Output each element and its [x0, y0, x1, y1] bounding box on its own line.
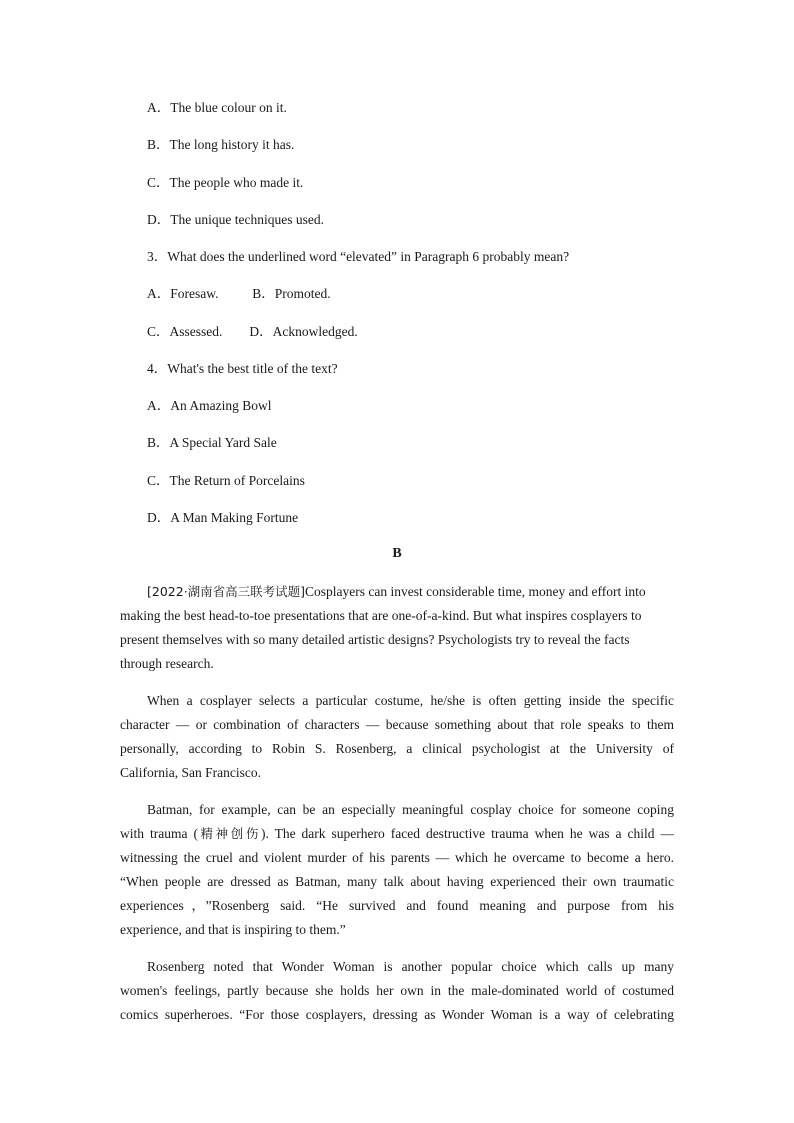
option-q2-b	[147, 136, 294, 154]
line: character — or combination of characters — because something about that role speaks to them	[120, 717, 674, 732]
passage-paragraph-4	[120, 955, 674, 1027]
option-text: The long history it has.	[169, 137, 295, 152]
question-4-option-b: B．A Special Yard Sale	[147, 435, 277, 450]
option-q2-d	[147, 211, 324, 229]
line-text: Cosplayers can invest considerable time, money and effort into	[305, 584, 646, 599]
line	[147, 580, 646, 604]
option-text: The unique techniques used.	[170, 212, 324, 227]
line: Batman, for example, can be an especially meaningful cosplay choice for someone coping	[147, 802, 674, 817]
question-4-option-c: C．The Return of Porcelains	[147, 473, 305, 488]
line	[120, 822, 674, 846]
line: California, San Francisco.	[120, 765, 261, 780]
line: When a cosplayer selects a particular costume, he/she is often getting inside the specific	[147, 693, 674, 708]
line-text: with trauma (	[120, 826, 198, 841]
line: personally, according to Robin S. Rosenberg, a clinical psychologist at the University of	[120, 741, 674, 756]
option-text: The blue colour on it.	[170, 100, 287, 115]
question-3-stem: 3．What does the underlined word “elevated” in Paragraph 6 probably mean?	[147, 249, 570, 264]
question-4-option-a: A．An Amazing Bowl	[147, 398, 272, 413]
line-text: ). The dark superhero faced destructive trauma when he was a child —	[260, 826, 674, 841]
line: making the best head-to-toe presentations that are one-of-a-kind. But what inspires cosplayers to	[120, 608, 642, 623]
option-label: C．	[147, 175, 170, 190]
section-heading-b: B	[392, 546, 402, 561]
line: experiences，”Rosenberg said. “He survived and found meaning and purpose from his	[120, 898, 674, 913]
option-label: B．	[147, 137, 170, 152]
line: women's feelings, partly because she holds her own in the male-dominated world of costumed	[120, 983, 674, 998]
source-tag: [2022·湖南省高三联考试题]	[147, 584, 306, 599]
passage-paragraph-1	[120, 580, 674, 676]
line: “When people are dressed as Batman, many talk about having experienced their own traumatic	[120, 874, 674, 889]
option-text: The people who made it.	[169, 175, 304, 190]
line: through research.	[120, 656, 214, 671]
question-4-stem: 4．What's the best title of the text?	[147, 361, 338, 376]
question-4-option-d: D．A Man Making Fortune	[147, 510, 299, 525]
option-label: A．	[147, 100, 171, 115]
option-q2-a	[147, 99, 287, 117]
line: comics superheroes. “For those cosplayers, dressing as Wonder Woman is a way of celebrating	[120, 1007, 674, 1022]
line: experience, and that is inspiring to them.”	[120, 922, 346, 937]
chinese-gloss: 精神创伤	[197, 826, 261, 841]
option-label: D．	[147, 212, 171, 227]
line: witnessing the cruel and violent murder of his parents — which he overcame to become a hero.	[120, 850, 674, 865]
option-q2-c	[147, 174, 303, 192]
line: Rosenberg noted that Wonder Woman is another popular choice which calls up many	[147, 959, 674, 974]
question-3-options-row-2: C．Assessed. D．Acknowledged.	[147, 324, 358, 339]
passage-paragraph-2	[120, 689, 674, 785]
passage-paragraph-3	[120, 798, 674, 942]
question-3-options-row-1: A．Foresaw. B．Promoted.	[147, 286, 331, 301]
line: present themselves with so many detailed artistic designs? Psychologists try to reveal the facts	[120, 632, 630, 647]
